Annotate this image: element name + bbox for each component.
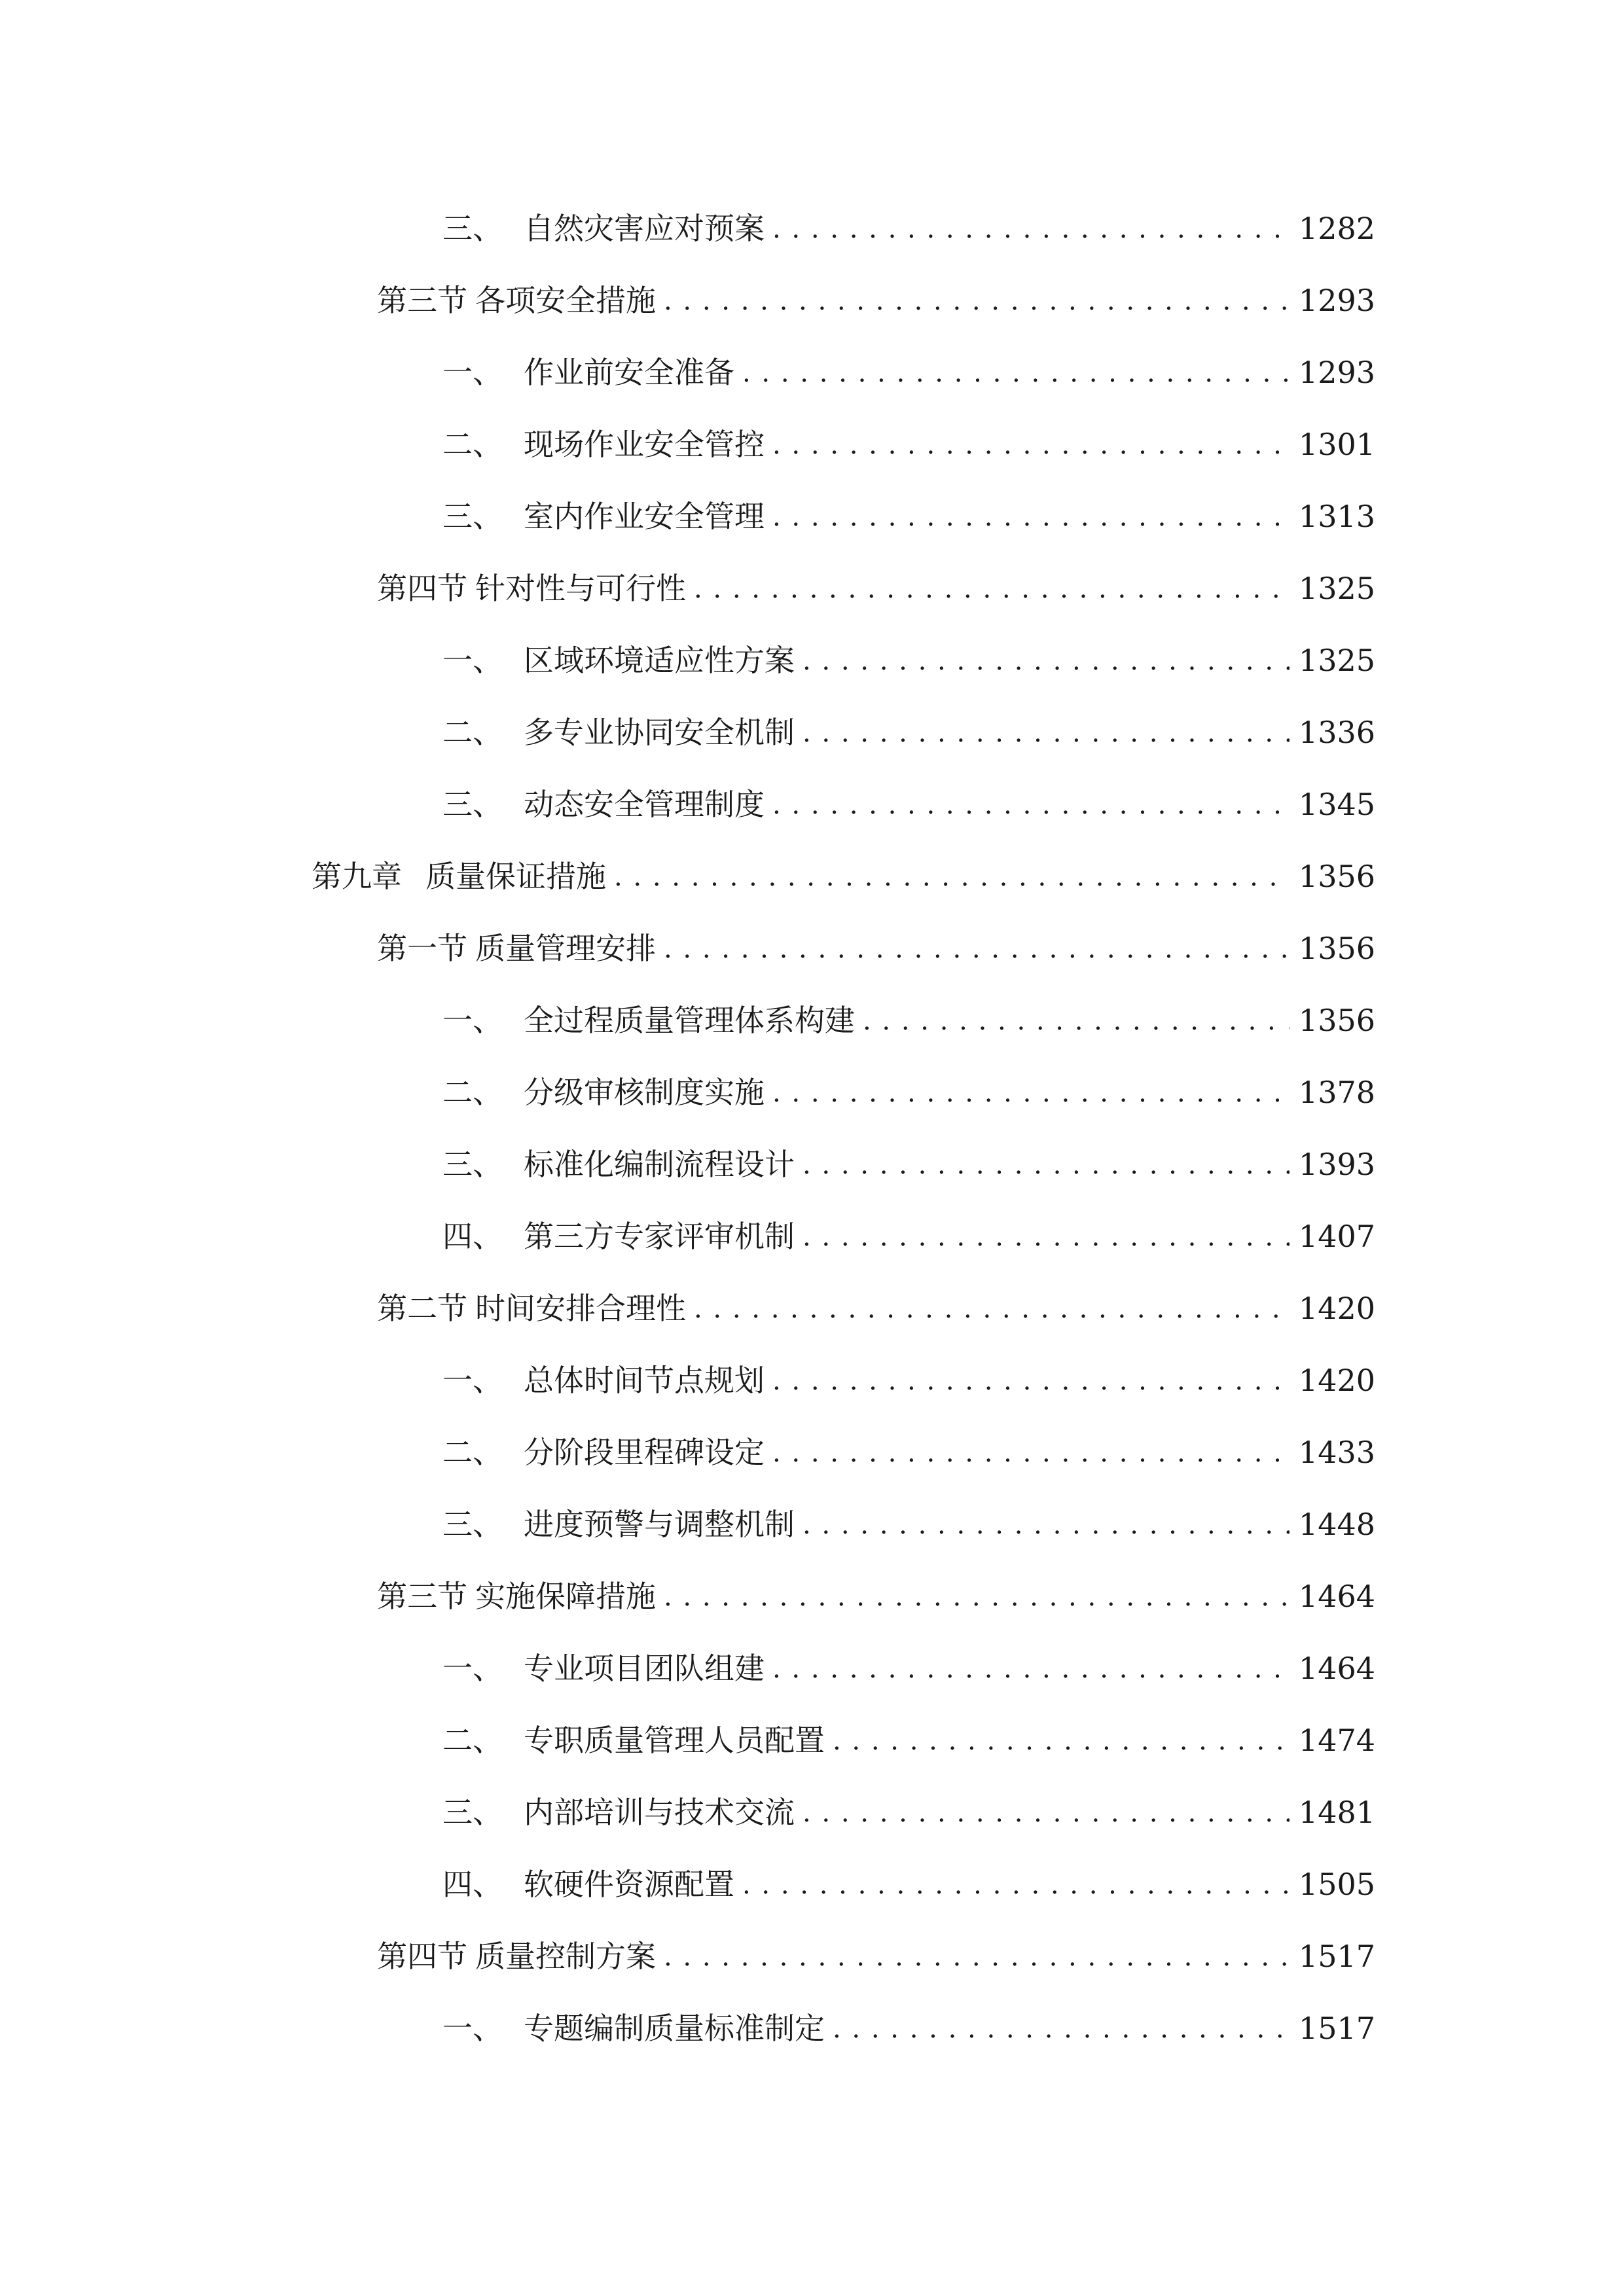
dot-leader: [664, 1941, 1290, 1971]
toc-entry-page: 1420: [1298, 1363, 1375, 1398]
toc-entry-page: 1356: [1298, 859, 1375, 894]
toc-entry-number: 四、: [442, 1219, 503, 1254]
dot-leader: [803, 645, 1290, 675]
toc-entry-title: 作业前安全准备: [524, 355, 734, 390]
toc-entry-chapter[interactable]: [312, 844, 1375, 894]
toc-entry[interactable]: [442, 772, 1375, 822]
toc-entry-number: 第九章: [312, 859, 402, 894]
toc-entry-title: 动态安全管理制度: [524, 787, 765, 822]
dot-leader: [742, 1869, 1290, 1899]
toc-entry-title: 现场作业安全管控: [524, 427, 765, 462]
toc-entry-title: 时间安排合理性: [475, 1291, 686, 1326]
toc-entry-page: 1313: [1298, 499, 1375, 534]
toc-entry-page: 1517: [1298, 2011, 1375, 2046]
toc-entry[interactable]: [442, 1996, 1375, 2046]
toc-entry[interactable]: [377, 1924, 1375, 1974]
toc-entry-page: 1433: [1298, 1435, 1375, 1470]
toc-entry-number: 四、: [442, 1867, 503, 1902]
toc-entry-number: 二、: [442, 1723, 503, 1758]
dot-leader: [772, 1437, 1290, 1467]
toc-entry-number: 一、: [442, 355, 503, 390]
toc-entry[interactable]: [442, 412, 1375, 462]
toc-entry-title: 全过程质量管理体系构建: [524, 1003, 855, 1038]
toc-entry-title: 自然灾害应对预案: [524, 211, 765, 246]
toc-entry-title: 针对性与可行性: [475, 571, 686, 606]
dot-leader: [863, 1005, 1290, 1035]
toc-entry-number: 第一节: [377, 931, 467, 966]
toc-entry-number: 一、: [442, 1003, 503, 1038]
toc-entry-title: 专题编制质量标准制定: [524, 2011, 825, 2046]
toc-entry-title: 进度预警与调整机制: [524, 1507, 795, 1542]
toc-entry-title: 分阶段里程碑设定: [524, 1435, 765, 1470]
toc-entry[interactable]: [442, 700, 1375, 750]
toc-entry-number: 二、: [442, 1075, 503, 1110]
toc-entry-page: 1378: [1298, 1075, 1375, 1110]
toc-entry-page: 1345: [1298, 787, 1375, 822]
toc-entry-title: 专职质量管理人员配置: [524, 1723, 825, 1758]
dot-leader: [772, 789, 1290, 819]
toc-entry-title: 多专业协同安全机制: [524, 715, 795, 750]
toc-entry[interactable]: [377, 1276, 1375, 1326]
toc-entry-title: 区域环境适应性方案: [524, 643, 795, 678]
toc-entry-title: 质量控制方案: [475, 1939, 656, 1974]
toc-entry-number: 二、: [442, 427, 503, 462]
toc-entry[interactable]: [377, 1564, 1375, 1614]
toc-entry-number: 二、: [442, 715, 503, 750]
toc-entry-title: 质量管理安排: [475, 931, 656, 966]
toc-entry[interactable]: [442, 1492, 1375, 1542]
dot-leader: [694, 1293, 1290, 1323]
toc-entry-page: 1517: [1298, 1939, 1375, 1974]
dot-leader: [772, 1653, 1290, 1683]
dot-leader: [694, 573, 1290, 603]
toc-entry-number: 一、: [442, 2011, 503, 2046]
toc-entry-number: 二、: [442, 1435, 503, 1470]
toc-entry[interactable]: [377, 916, 1375, 966]
toc-entry-number: 第四节: [377, 1939, 467, 1974]
toc-entry[interactable]: [442, 484, 1375, 534]
dot-leader: [614, 861, 1290, 891]
toc-entry-title: 第三方专家评审机制: [524, 1219, 795, 1254]
toc-entry[interactable]: [377, 268, 1375, 318]
toc-entry[interactable]: [442, 1348, 1375, 1398]
dot-leader: [664, 1581, 1290, 1611]
toc-entry-page: 1481: [1298, 1795, 1375, 1830]
toc-entry-number: 三、: [442, 1507, 503, 1542]
toc-entry-page: 1282: [1298, 211, 1375, 246]
dot-leader: [833, 2013, 1290, 2043]
toc-entry-page: 1301: [1298, 427, 1375, 462]
toc-entry[interactable]: [442, 1780, 1375, 1830]
toc-entry[interactable]: [442, 1852, 1375, 1902]
toc-entry[interactable]: [377, 556, 1375, 606]
toc-entry-title: 标准化编制流程设计: [524, 1147, 795, 1182]
toc-entry-page: 1356: [1298, 1003, 1375, 1038]
toc-entry-page: 1393: [1298, 1147, 1375, 1182]
toc-entry-page: 1336: [1298, 715, 1375, 750]
toc-entry-page: 1464: [1298, 1579, 1375, 1614]
toc-entry-number: 三、: [442, 787, 503, 822]
toc-entry-number: 一、: [442, 1651, 503, 1686]
toc-entry-page: 1407: [1298, 1219, 1375, 1254]
toc-entry[interactable]: [442, 196, 1375, 246]
toc-entry-title: 软硬件资源配置: [524, 1867, 734, 1902]
toc-entry-title: 各项安全措施: [475, 283, 656, 318]
toc-entry-title: 总体时间节点规划: [524, 1363, 765, 1398]
toc-entry[interactable]: [442, 1060, 1375, 1110]
toc-entry[interactable]: [442, 628, 1375, 678]
toc-entry-page: 1293: [1298, 283, 1375, 318]
dot-leader: [742, 357, 1290, 387]
dot-leader: [772, 501, 1290, 531]
toc-entry-title: 质量保证措施: [425, 859, 606, 894]
toc-entry-page: 1474: [1298, 1723, 1375, 1758]
dot-leader: [664, 933, 1290, 963]
toc-entry-number: 三、: [442, 1147, 503, 1182]
toc-entry-title: 内部培训与技术交流: [524, 1795, 795, 1830]
dot-leader: [803, 1797, 1290, 1827]
toc-entry-page: 1448: [1298, 1507, 1375, 1542]
dot-leader: [803, 1149, 1290, 1179]
toc-entry-number: 三、: [442, 211, 503, 246]
toc-entry-title: 室内作业安全管理: [524, 499, 765, 534]
toc-entry[interactable]: [442, 1204, 1375, 1254]
toc-entry-page: 1325: [1298, 643, 1375, 678]
toc-entry-title: 实施保障措施: [475, 1579, 656, 1614]
toc-entry-page: 1293: [1298, 355, 1375, 390]
dot-leader: [803, 1509, 1290, 1539]
toc-entry-title: 专业项目团队组建: [524, 1651, 765, 1686]
dot-leader: [772, 1365, 1290, 1395]
toc-entry-number: 三、: [442, 499, 503, 534]
dot-leader: [803, 717, 1290, 747]
toc-entry-number: 一、: [442, 1363, 503, 1398]
toc-entry-page: 1420: [1298, 1291, 1375, 1326]
dot-leader: [803, 1221, 1290, 1251]
toc-entry-number: 第三节: [377, 1579, 467, 1614]
toc-entry-number: 第四节: [377, 571, 467, 606]
toc-entry[interactable]: [442, 988, 1375, 1038]
toc-entry-number: 一、: [442, 643, 503, 678]
dot-leader: [772, 429, 1290, 459]
toc-entry[interactable]: [442, 1636, 1375, 1686]
toc-entry[interactable]: [442, 1132, 1375, 1182]
toc-entry-page: 1325: [1298, 571, 1375, 606]
dot-leader: [664, 285, 1290, 315]
toc-entry-page: 1356: [1298, 931, 1375, 966]
toc-entry-number: 第二节: [377, 1291, 467, 1326]
toc-entry[interactable]: [442, 1420, 1375, 1470]
toc-entry[interactable]: [442, 1708, 1375, 1758]
toc-entry[interactable]: [442, 340, 1375, 390]
toc-entry-page: 1464: [1298, 1651, 1375, 1686]
toc-entry-page: 1505: [1298, 1867, 1375, 1902]
toc-entry-title: 分级审核制度实施: [524, 1075, 765, 1110]
toc-entry-number: 第三节: [377, 283, 467, 318]
dot-leader: [772, 213, 1290, 243]
toc-entry-number: 三、: [442, 1795, 503, 1830]
dot-leader: [772, 1077, 1290, 1107]
dot-leader: [833, 1725, 1290, 1755]
